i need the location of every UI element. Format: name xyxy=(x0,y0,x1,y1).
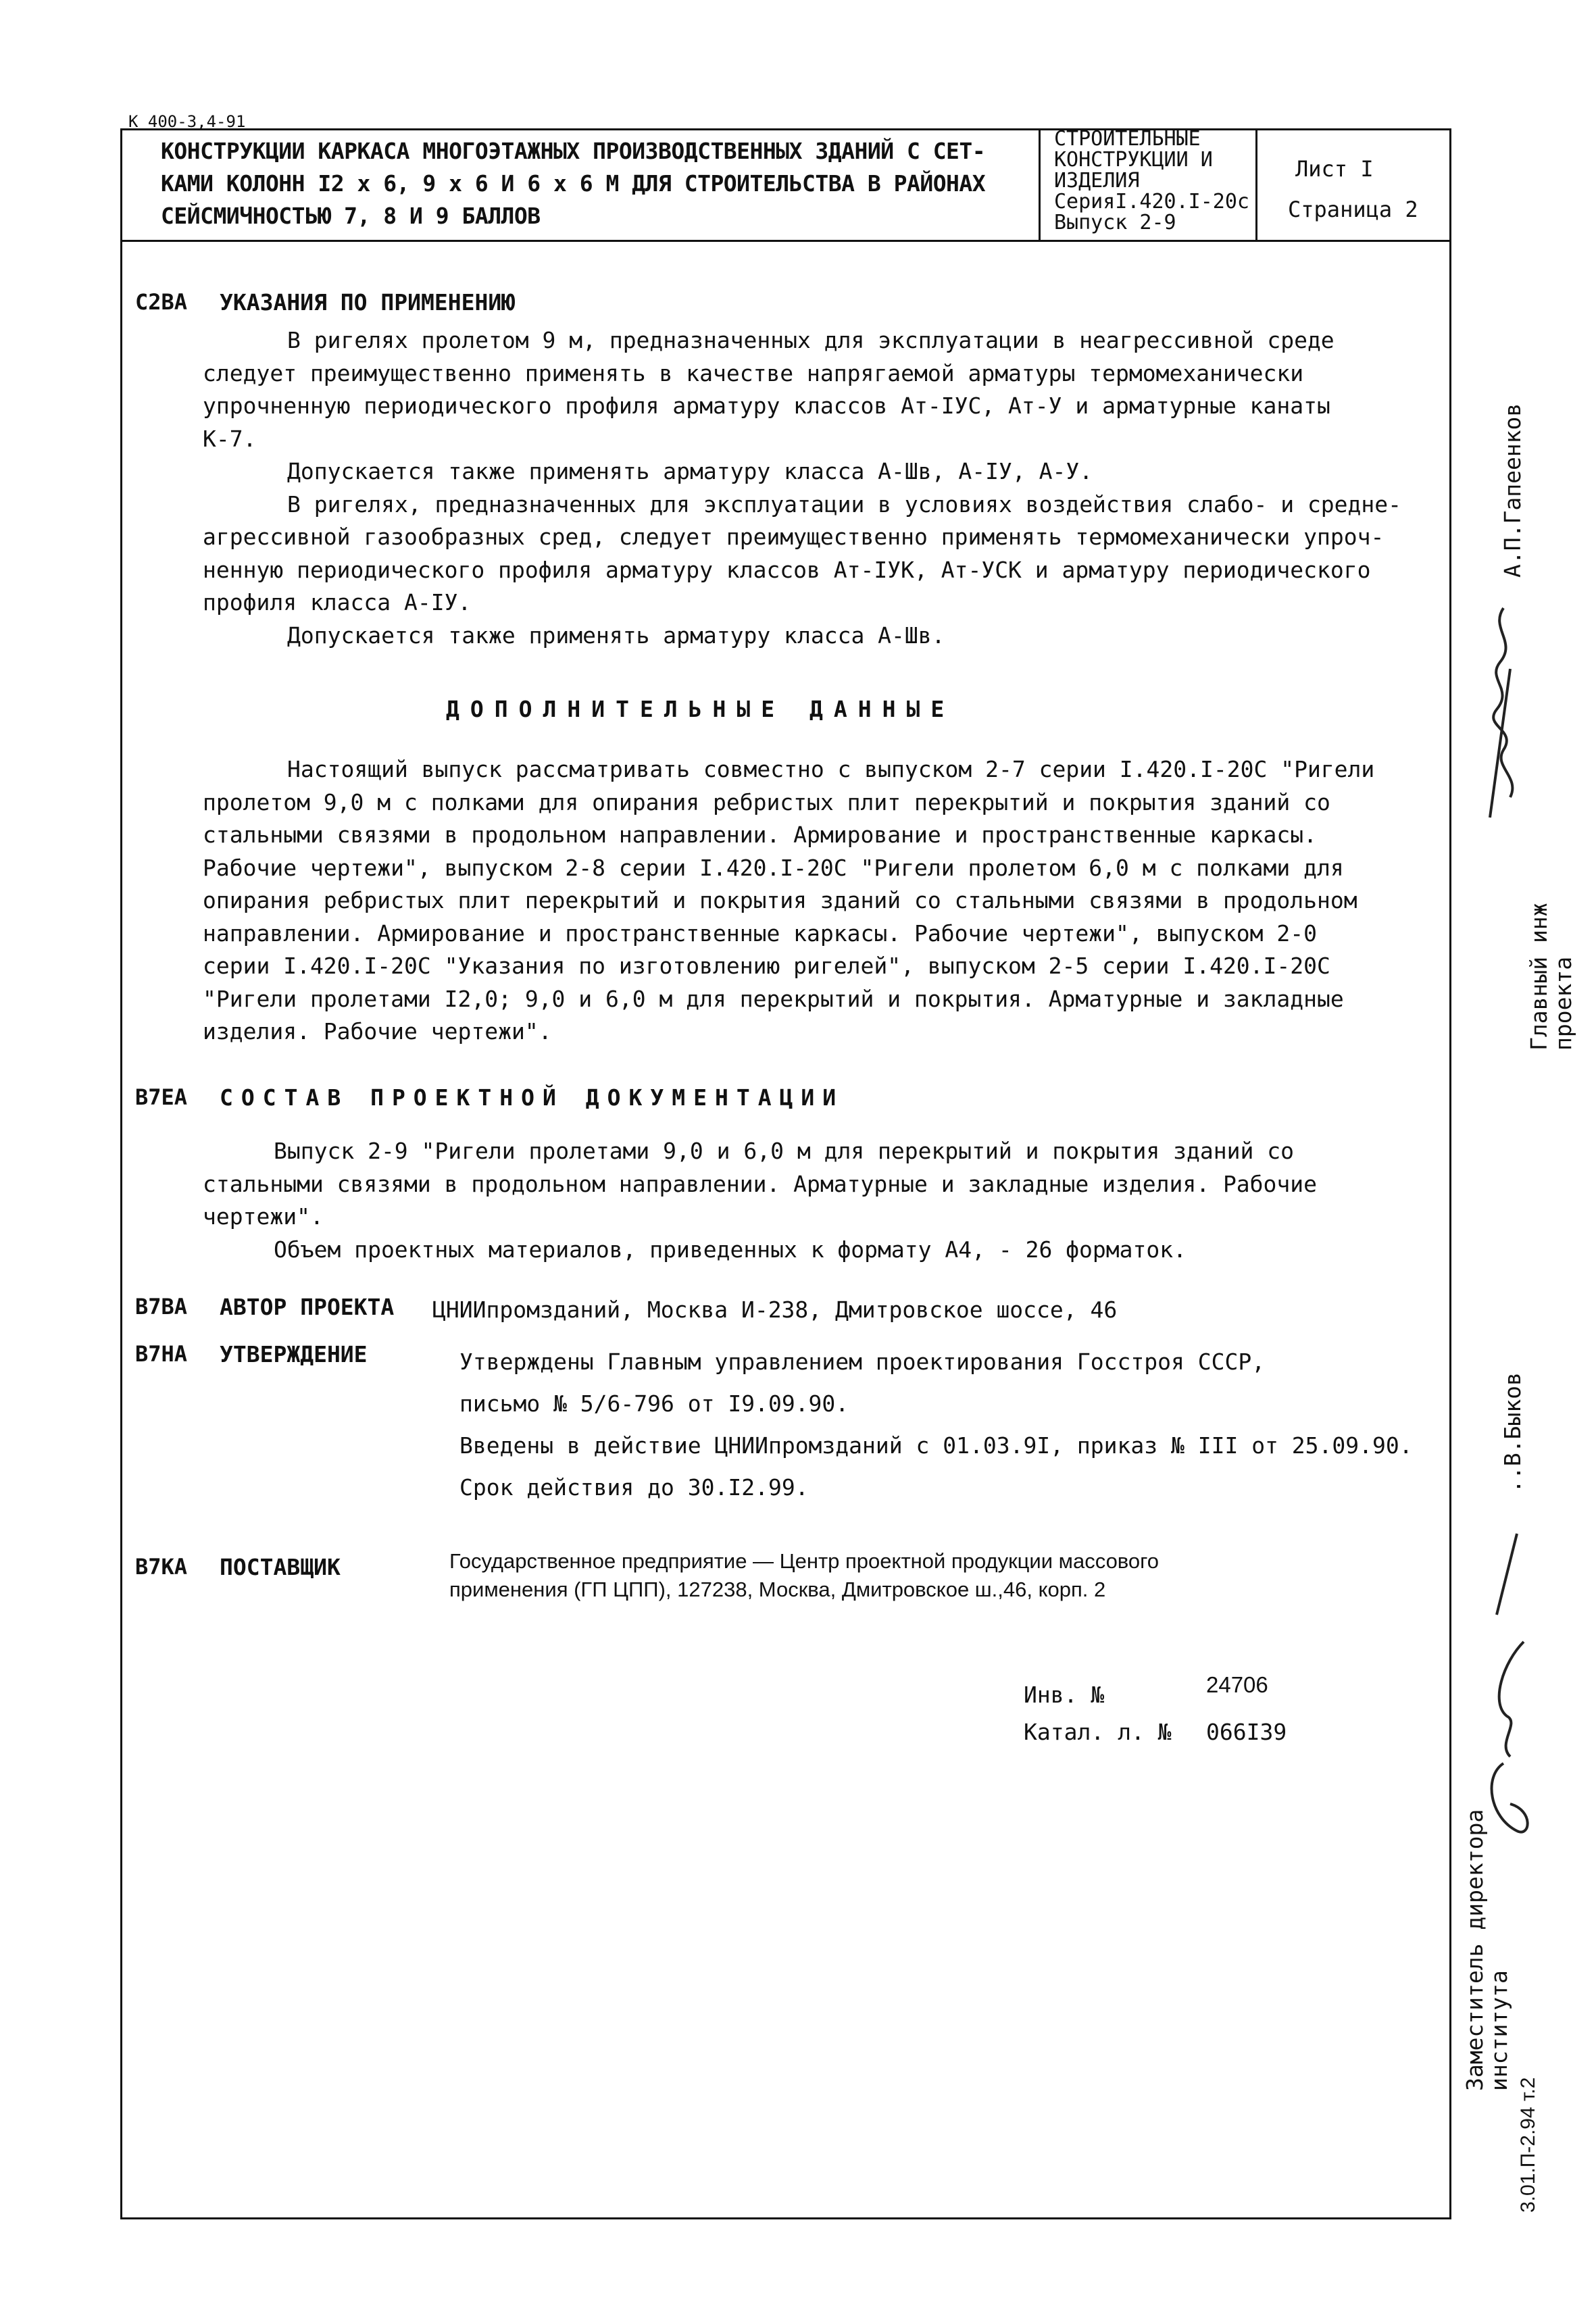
header-separator-left xyxy=(1039,128,1041,240)
composition-text xyxy=(203,1135,1432,1266)
additional-heading: ДОПОЛНИТЕЛЬНЫЕ ДАННЫЕ xyxy=(446,696,955,722)
signer-name-2: ..В.Быков xyxy=(1499,1372,1526,1493)
approval-text xyxy=(459,1341,1413,1509)
page-number: Страница 2 xyxy=(1288,197,1418,222)
role-line: Главный инж xyxy=(1526,903,1552,1051)
title-line: КАМИ КОЛОНН I2 х 6, 9 х 6 И 6 х 6 М ДЛЯ СТРОИТЕЛЬСТВА В РАЙОНАХ xyxy=(161,170,986,197)
text-line: письмо № 5/6-796 от I9.09.90. xyxy=(459,1390,849,1417)
text-line: изделия. Рабочие чертежи". xyxy=(203,1018,552,1045)
header-divider xyxy=(120,240,1451,242)
text-line: упрочненную периодического профиля арматуру классов Ат-IУС, Ат-У и арматурные канаты xyxy=(203,393,1330,419)
text-line: ненную периодического профиля арматуру классов Ат-IУК, Ат-УСК и арматуру периодического xyxy=(203,556,1371,583)
usage-heading: УКАЗАНИЯ ПО ПРИМЕНЕНИЮ xyxy=(220,289,516,316)
text-line: Допускается также применять арматуру класса А-Шв, А-IУ, А-У. xyxy=(287,458,1093,484)
title-line: КОНСТРУКЦИИ КАРКАСА МНОГОЭТАЖНЫХ ПРОИЗВОДСТВЕННЫХ ЗДАНИЙ С СЕТ- xyxy=(161,138,986,164)
author-label: АВТОР ПРОЕКТА xyxy=(220,1294,395,1320)
footer-code: 3.01.П-2.94 т.2 xyxy=(1517,2077,1539,2213)
text-line: Объем проектных материалов, приведенных к формату А4, - 26 форматок. xyxy=(274,1236,1187,1263)
text-line: серии I.420.I-20С "Указания по изготовлению ригелей", выпуском 2-5 серии I.420.I-20С xyxy=(203,953,1330,979)
text-line: Введены в действие ЦНИИпромзданий с 01.03.9I, приказ № III от 25.09.90. xyxy=(459,1432,1413,1459)
author-value: ЦНИИпромзданий, Москва И-238, Дмитровское шоссе, 46 xyxy=(432,1297,1118,1323)
inventory-number: 24706 xyxy=(1206,1672,1268,1697)
text-line: направлении. Армирование и пространственные каркасы. Рабочие чертежи", выпуском 2-0 xyxy=(203,920,1318,947)
corner-code: К 400-3,4-91 xyxy=(128,112,246,131)
title-line: СЕЙСМИЧНОСТЬЮ 7, 8 И 9 БАЛЛОВ xyxy=(161,203,541,229)
sheet-block xyxy=(1288,149,1418,230)
category-line: ИЗДЕЛИЯ xyxy=(1054,169,1140,193)
text-line: В ригелях, предназначенных для эксплуатации в условиях воздействия слабо- и средне- xyxy=(287,491,1402,518)
text-line: Допускается также применять арматуру класса А-Шв. xyxy=(287,622,945,649)
inventory-label: Инв. № xyxy=(1024,1682,1105,1708)
text-line: профиля класса А-IУ. xyxy=(203,589,472,615)
issue-number: Выпуск 2-9 xyxy=(1054,211,1176,234)
approval-code: В7НА xyxy=(135,1341,188,1367)
text-line: стальными связями в продольном направлении. Армирование и пространственные каркасы. xyxy=(203,822,1318,848)
text-line: Выпуск 2-9 "Ригели пролетами 9,0 и 6,0 м для перекрытий и покрытия зданий со xyxy=(274,1138,1294,1164)
supplier-label: ПОСТАВЩИК xyxy=(220,1554,341,1580)
signer-role-2 xyxy=(1463,1809,1512,2091)
text-line: "Ригели пролетами I2,0; 9,0 и 6,0 м для перекрытий и покрытия. Арматурные и закладные xyxy=(203,985,1344,1012)
text-line: Настоящий выпуск рассматривать совместно с выпуском 2-7 серии I.420.I-20С "Ригели xyxy=(287,756,1375,782)
text-line: чертежи". xyxy=(203,1203,324,1230)
text-line: стальными связями в продольном направлении. Арматурные и закладные изделия. Рабочие xyxy=(203,1170,1318,1197)
signer-name-1: А.П.Гапеенков xyxy=(1499,403,1526,578)
sheet-number: Лист I xyxy=(1295,156,1374,182)
text-line: пролетом 9,0 м с полками для опирания ребристых плит перекрытий и покрытия зданий со xyxy=(203,788,1330,815)
signer-role-1 xyxy=(1527,903,1576,1051)
text-line: опирания ребристых плит перекрытий и покрытия зданий со стальными связями в продольном xyxy=(203,887,1357,913)
text-line: Срок действия до 30.I2.99. xyxy=(459,1474,809,1501)
composition-heading: СОСТАВ ПРОЕКТНОЙ ДОКУМЕНТАЦИИ xyxy=(220,1084,845,1111)
catalog-number: 066I39 xyxy=(1206,1719,1287,1745)
catalog-label: Катал. л. № xyxy=(1024,1719,1172,1745)
text-line: применения (ГП ЦПП), 127238, Москва, Дмитровское ш.,46, корп. 2 xyxy=(449,1578,1106,1601)
additional-text xyxy=(203,753,1432,1049)
text-line: следует преимущественно применять в качестве напрягаемой арматуры термомеханически xyxy=(203,359,1304,386)
approval-label: УТВЕРЖДЕНИЕ xyxy=(220,1341,368,1367)
role-line: Заместитель директора xyxy=(1462,1809,1488,2091)
document-title xyxy=(161,135,1032,232)
usage-text xyxy=(203,324,1432,652)
text-line: агрессивной газообразных сред, следует преимущественно применять термомеханически упроч- xyxy=(203,524,1385,550)
signature-1 xyxy=(1463,601,1537,824)
series-number: СерияI.420.I-20с xyxy=(1054,190,1249,213)
text-line: В ригелях пролетом 9 м, предназначенных для эксплуатации в неагрессивной среде xyxy=(287,327,1335,353)
text-line: К-7. xyxy=(203,425,257,452)
text-line: Утверждены Главным управлением проектирования Госстроя СССР, xyxy=(459,1349,1266,1375)
author-code: В7ВА xyxy=(135,1294,188,1319)
role-line: института xyxy=(1486,1970,1512,2091)
series-block xyxy=(1054,128,1270,233)
composition-code: В7ЕА xyxy=(135,1084,188,1110)
category-line: КОНСТРУКЦИИ И xyxy=(1054,148,1213,172)
role-line: проекта xyxy=(1550,956,1576,1051)
category-line: СТРОИТЕЛЬНЫЕ xyxy=(1054,127,1201,151)
signature-2 xyxy=(1470,1527,1544,1844)
supplier-code: В7КА xyxy=(135,1554,188,1580)
usage-code: C2ВА xyxy=(135,289,188,315)
text-line: Рабочие чертежи", выпуском 2-8 серии I.420.I-20С "Ригели пролетом 6,0 м с полками для xyxy=(203,854,1344,881)
supplier-text xyxy=(449,1547,1159,1604)
text-line: Государственное предприятие — Центр проектной продукции массового xyxy=(449,1549,1159,1573)
